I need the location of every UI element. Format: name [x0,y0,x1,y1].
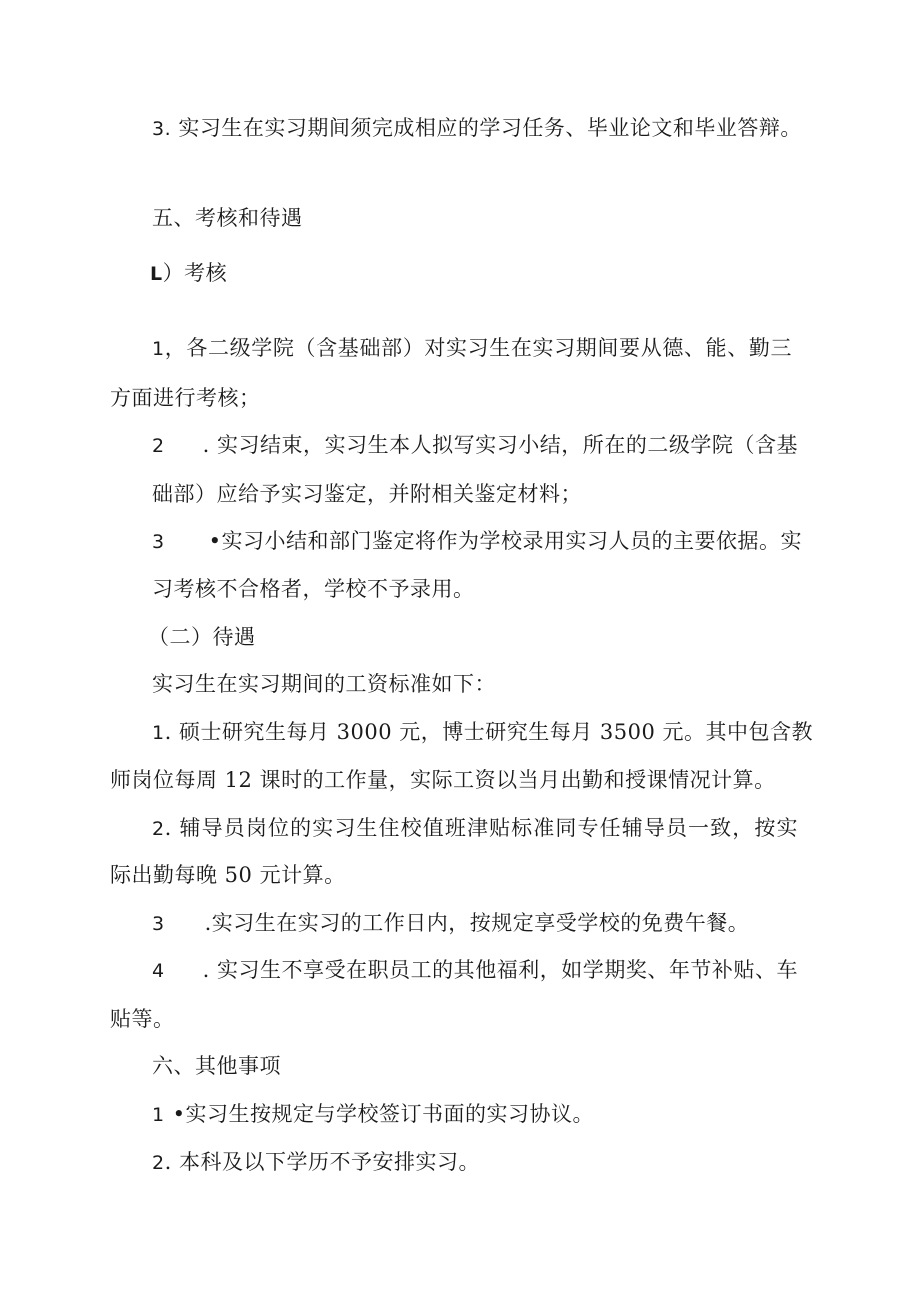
section-heading-other: 六、其他事项 [152,1054,281,1078]
subsection-heading-assessment [150,258,227,289]
item-number: 2 [152,818,165,840]
item-text: 实习生在实习期间须完成相应的学习任务、毕业论文和毕业答辩。 [171,116,802,140]
item-text: .实习生在实习的工作日内，按规定享受学校的免费午餐。 [204,911,750,935]
paragraph-line [152,1099,594,1130]
paragraph-line [152,813,798,844]
item-number: 1 [152,338,165,360]
paragraph-line [152,908,749,939]
item-number: 3 [152,913,165,935]
item-text: . 本科及以下学历不予安排实习。 [164,1150,480,1174]
item-text: ）考核 [162,261,228,285]
paragraph-line: 习考核不合格者，学校不予录用。 [152,577,475,601]
paragraph-line: 际出勤每晚 50 元计算。 [110,863,346,887]
item-number: 1 [152,722,165,744]
item-number: 2 [152,1152,165,1174]
item-number: 3. [152,118,172,140]
paragraph-line: 贴等。 [110,1007,175,1031]
item-text: ，各二级学院（含基础部）对实习生在实习期间要从德、能、勤三 [164,336,792,360]
item-number: 3 [152,531,165,553]
paragraph-line [152,717,814,748]
item-text: . 实习结束，实习生本人拟写实习小结，所在的二级学院（含基 [202,433,798,457]
item-text: . 辅导员岗位的实习生住校值班津贴标准同专任辅导员一致，按实 [164,816,798,840]
paragraph-line: 实习生在实习期间的工资标准如下： [152,672,496,696]
paragraph-line [152,430,798,461]
item-number: 1 [152,1104,165,1126]
item-number: 2 [152,435,165,457]
item-text: . 实习生不享受在职员工的其他福利，如学期奖、年节补贴、车 [202,958,798,982]
item-text: . 硕士研究生每月 3000 元，博士研究生每月 3500 元。其中包含教 [164,720,814,744]
item-number: L [150,263,163,285]
section-heading-assessment: 五、考核和待遇 [152,206,303,230]
paragraph-line: 础部）应给予实习鉴定，并附相关鉴定材料； [152,482,582,506]
item-text: •实习小结和部门鉴定将作为学校录用实习人员的主要依据。实 [208,529,802,553]
item-text: •实习生按规定与学校签订书面的实习协议。 [172,1102,594,1126]
paragraph-line [152,1147,480,1178]
paragraph-line [152,526,802,557]
paragraph-line: 师岗位每周 12 课时的工作量，实际工资以当月出勤和授课情况计算。 [110,768,776,792]
paragraph-line [152,333,792,364]
paragraph-line [152,955,798,986]
item-number: 4 [152,960,165,982]
paragraph-line: 方面进行考核； [110,386,261,410]
item-3-thesis [152,113,802,144]
subsection-heading-benefits: （二）待遇 [148,625,256,649]
